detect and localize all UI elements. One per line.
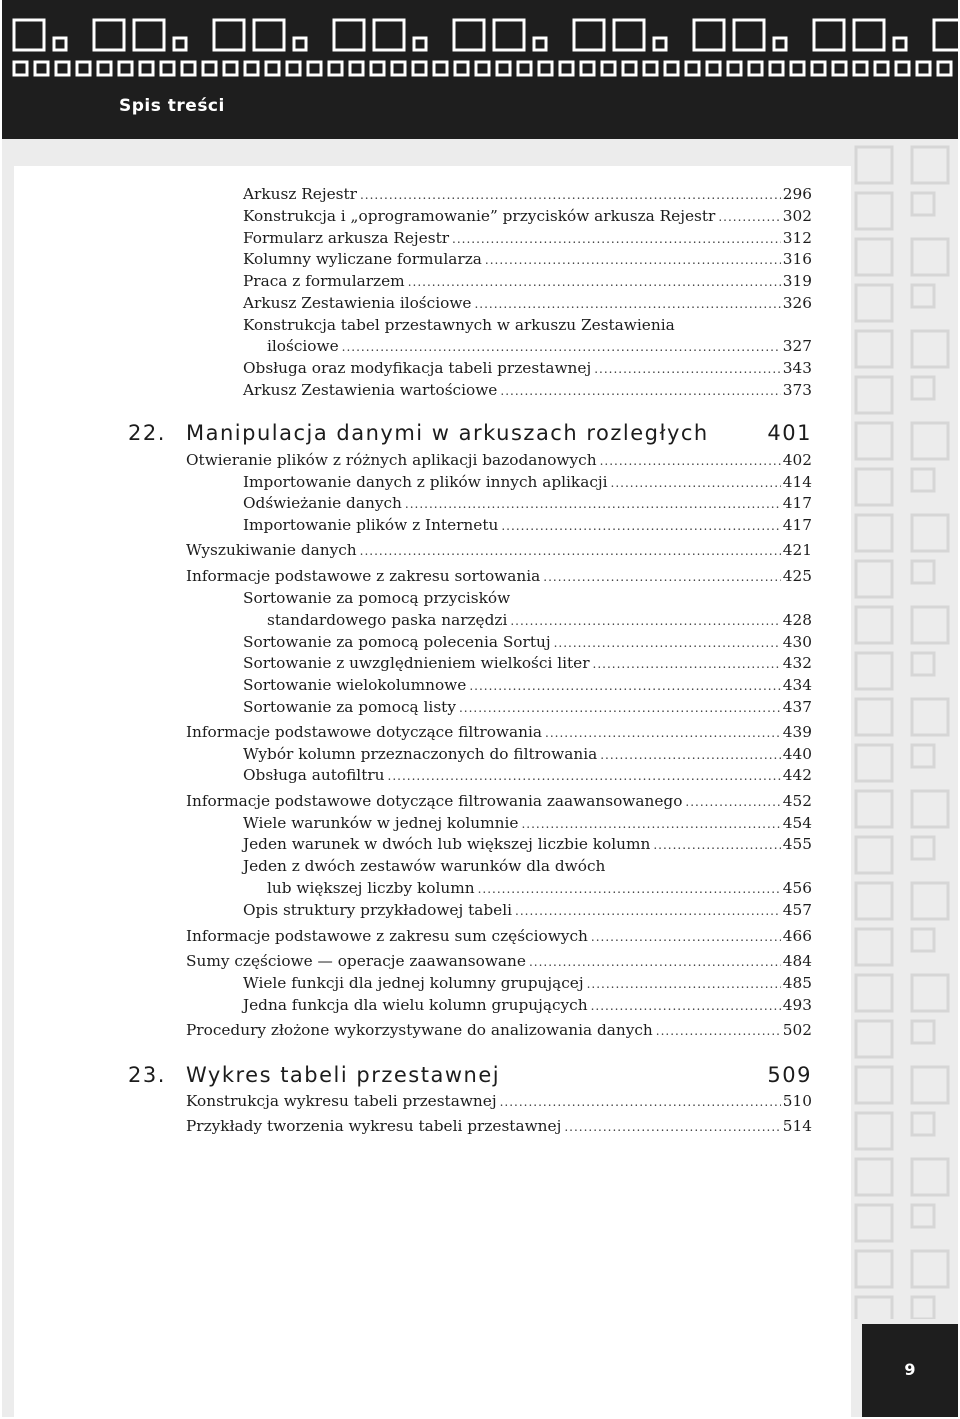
toc-dot-leader (342, 337, 781, 357)
decorative-square (728, 62, 741, 75)
toc-dot-leader (543, 567, 781, 587)
toc-entry[interactable] (243, 765, 812, 786)
decorative-square (614, 20, 644, 50)
toc-entry[interactable] (243, 249, 812, 270)
decorative-square (856, 239, 892, 275)
decorative-square (856, 515, 892, 551)
decorative-square (560, 62, 573, 75)
decorative-square (224, 62, 237, 75)
toc-entry-page: 417 (782, 494, 812, 512)
decorative-square (98, 62, 111, 75)
toc-entry-title: standardowego paska narzędzi (267, 611, 508, 629)
decorative-square (455, 62, 468, 75)
toc-entry[interactable] (186, 791, 812, 812)
toc-dot-leader (360, 185, 781, 205)
chapter-number: 22. (128, 421, 166, 445)
toc-entry-page: 440 (782, 745, 812, 763)
toc-entry[interactable] (243, 271, 812, 292)
toc-entry-title: Sortowanie za pomocą przycisków (243, 589, 511, 607)
decorative-square (912, 561, 934, 583)
chapter-title: Wykres tabeli przestawnej (186, 1063, 501, 1087)
decorative-square (856, 791, 892, 827)
toc-entry-page: 343 (782, 359, 812, 377)
chapter-number: 23. (128, 1063, 166, 1087)
toc-entry-page: 425 (782, 567, 812, 585)
toc-entry-page: 456 (782, 879, 812, 897)
toc-entry-title: Jeden z dwóch zestawów warunków dla dwóch (243, 857, 606, 875)
toc-entry[interactable] (243, 973, 812, 994)
decorative-square (413, 62, 426, 75)
decorative-square (912, 285, 934, 307)
toc-entry[interactable] (186, 722, 812, 743)
toc-entry[interactable] (243, 206, 812, 227)
toc-entry[interactable] (186, 566, 812, 587)
toc-entry[interactable] (243, 472, 812, 493)
decorative-square (334, 20, 364, 50)
toc-entry-page: 421 (782, 541, 812, 559)
toc-entry[interactable] (267, 610, 812, 631)
toc-entry-page: 510 (782, 1092, 812, 1110)
decorative-square (856, 699, 892, 735)
decorative-square (35, 62, 48, 75)
decorative-square (476, 62, 489, 75)
toc-dot-leader (388, 766, 781, 786)
chapter-heading[interactable] (128, 421, 812, 445)
toc-entry-title: Konstrukcja tabel przestawnych w arkuszu Zestawienia (243, 316, 675, 334)
toc-entry[interactable] (186, 926, 812, 947)
decorative-square (856, 1021, 892, 1057)
toc-entry[interactable] (186, 951, 812, 972)
toc-entry-page: 402 (782, 451, 812, 469)
decorative-square (856, 331, 892, 367)
decorative-square (856, 469, 892, 505)
toc-dot-leader (360, 541, 781, 561)
decorative-square (912, 147, 948, 183)
decorative-square (654, 38, 666, 50)
decorative-square (856, 1113, 892, 1149)
decorative-square (856, 1251, 892, 1287)
toc-entry-title: Informacje podstawowe dotyczące filtrowania zaawansowanego (186, 792, 683, 810)
decorative-square (497, 62, 510, 75)
toc-entry-page: 319 (782, 272, 812, 290)
toc-dot-leader (564, 1117, 780, 1137)
toc-entry-title: Formularz arkusza Rejestr (243, 229, 450, 247)
decorative-square (912, 331, 948, 367)
toc-entry[interactable] (243, 588, 812, 608)
decorative-square (161, 62, 174, 75)
decorative-square (454, 20, 484, 50)
toc-dot-leader (718, 207, 780, 227)
toc-entry-title: Odświeżanie danych (243, 494, 402, 512)
toc-dot-leader (591, 927, 781, 947)
toc-entry-title: Importowanie danych z plików innych aplikacji (243, 473, 608, 491)
decorative-square (912, 377, 934, 399)
toc-entry-title: ilościowe (267, 337, 339, 355)
toc-entry[interactable] (243, 228, 812, 249)
decorative-square (494, 20, 524, 50)
toc-entry-title: Praca z formularzem (243, 272, 405, 290)
decorative-square (214, 20, 244, 50)
decorative-square (934, 20, 958, 50)
toc-entry-page: 414 (782, 473, 812, 491)
toc-entry-title: Konstrukcja wykresu tabeli przestawnej (186, 1092, 497, 1110)
toc-entry[interactable] (243, 834, 812, 855)
decorative-square (707, 62, 720, 75)
toc-dot-leader (474, 294, 780, 314)
decorative-square (518, 62, 531, 75)
toc-entry-title: Wyszukiwanie danych (186, 541, 357, 559)
toc-entry-page: 485 (782, 974, 812, 992)
decorative-square (912, 515, 948, 551)
toc-dot-leader (593, 654, 781, 674)
decorative-square (856, 975, 892, 1011)
decorative-square (856, 929, 892, 965)
toc-entry-title: Informacje podstawowe dotyczące filtrowania (186, 723, 543, 741)
page-number: 9 (904, 1360, 916, 1379)
toc-entry[interactable] (243, 653, 812, 674)
toc-entry-title: Otwieranie plików z różnych aplikacji bazodanowych (186, 451, 597, 469)
decorative-square (203, 62, 216, 75)
toc-entry[interactable] (267, 878, 812, 899)
decorative-square (774, 38, 786, 50)
decorative-square (54, 38, 66, 50)
decorative-square (734, 20, 764, 50)
toc-entry-title: Kolumny wyliczane formularza (243, 250, 482, 268)
decorative-square (812, 62, 825, 75)
toc-entry-title: Konstrukcja i „oprogramowanie” przycisków arkusza Rejestr (243, 207, 716, 225)
decorative-square (912, 1205, 934, 1227)
decorative-square (856, 1067, 892, 1103)
decorative-square (534, 38, 546, 50)
decorative-square (912, 239, 948, 275)
toc-entry-title: Procedury złożone wykorzystywane do analizowania danych (186, 1021, 653, 1039)
decorative-square (374, 20, 404, 50)
decorative-square (856, 883, 892, 919)
decorative-square (287, 62, 300, 75)
toc-entry-page: 454 (782, 814, 812, 832)
toc-dot-leader (500, 1092, 781, 1112)
decorative-square (94, 20, 124, 50)
toc-entry-page: 466 (782, 927, 812, 945)
toc-entry-page: 514 (782, 1117, 812, 1135)
decorative-square (856, 1159, 892, 1195)
toc-dot-leader (452, 229, 781, 249)
toc-entry-title: Sortowanie z uwzględnieniem wielkości liter (243, 654, 590, 672)
toc-entry-title: Wiele funkcji dla jednej kolumny grupującej (243, 974, 584, 992)
decorative-square (912, 1067, 948, 1103)
toc-entry-title: Sortowanie wielokolumnowe (243, 676, 467, 694)
toc-entry-title: Sortowanie za pomocą polecenia Sortuj (243, 633, 551, 651)
toc-dot-leader (405, 494, 781, 514)
toc-dot-leader (459, 698, 781, 718)
decorative-square (329, 62, 342, 75)
decorative-square (894, 38, 906, 50)
toc-entry[interactable] (186, 1020, 812, 1041)
decorative-square (350, 62, 363, 75)
toc-dot-leader (600, 745, 781, 765)
toc-entry-title: Jedna funkcja dla wielu kolumn grupujących (243, 996, 588, 1014)
toc-entry-title: Arkusz Zestawienia wartościowe (243, 381, 498, 399)
toc-entry[interactable] (243, 697, 812, 718)
chapter-page: 401 (767, 421, 812, 445)
decorative-square (938, 62, 951, 75)
toc-dot-leader (611, 473, 781, 493)
decorative-square (56, 62, 69, 75)
toc-dot-leader (515, 901, 781, 921)
chapter-title: Manipulacja danymi w arkuszach rozległych (186, 421, 709, 445)
decorative-square (856, 193, 892, 229)
toc-entry[interactable] (243, 293, 812, 314)
toc-entry-title: Sortowanie za pomocą listy (243, 698, 456, 716)
toc-entry-page: 296 (782, 185, 812, 203)
decorative-square (14, 20, 44, 50)
toc-entry-page: 442 (782, 766, 812, 784)
decorative-square (791, 62, 804, 75)
decorative-square (896, 62, 909, 75)
toc-dot-leader (500, 381, 780, 401)
toc-entry-title: Opis struktury przykładowej tabeli (243, 901, 512, 919)
decorative-square (602, 62, 615, 75)
section-title: Spis treści (119, 96, 225, 116)
toc-dot-leader (469, 676, 780, 696)
toc-dot-leader (529, 952, 781, 972)
toc-entry-page: 327 (782, 337, 812, 355)
toc-dot-leader (600, 451, 781, 471)
toc-entry[interactable] (243, 900, 812, 921)
decorative-square (539, 62, 552, 75)
toc-entry-title: Sumy częściowe — operacje zaawansowane (186, 952, 526, 970)
toc-dot-leader (587, 974, 781, 994)
decorative-square (414, 38, 426, 50)
decorative-square (856, 147, 892, 183)
decorative-square (856, 561, 892, 597)
toc-entry[interactable] (243, 358, 812, 379)
decorative-square (434, 62, 447, 75)
toc-dot-leader (510, 611, 780, 631)
toc-entry[interactable] (243, 632, 812, 653)
toc-entry-title: Jeden warunek w dwóch lub większej liczbie kolumn (243, 835, 651, 853)
decorative-square (912, 837, 934, 859)
toc-entry-page: 417 (782, 516, 812, 534)
toc-dot-leader (521, 814, 780, 834)
decorative-square (371, 62, 384, 75)
toc-entry[interactable] (243, 675, 812, 696)
decorative-square (694, 20, 724, 50)
decorative-square (856, 607, 892, 643)
toc-entry-page: 439 (782, 723, 812, 741)
decorative-square (856, 1297, 892, 1319)
toc-entry-title: Arkusz Rejestr (243, 185, 357, 203)
toc-entry-title: Informacje podstawowe z zakresu sum częściowych (186, 927, 588, 945)
header-squares-decoration (2, 0, 958, 90)
toc-entry-page: 326 (782, 294, 812, 312)
decorative-square (770, 62, 783, 75)
toc-entry-title: Przykłady tworzenia wykresu tabeli przestawnej (186, 1117, 562, 1135)
toc-dot-leader (591, 996, 781, 1016)
decorative-square (912, 607, 948, 643)
toc-entry[interactable] (186, 1116, 812, 1137)
toc-entry-title: Importowanie plików z Internetu (243, 516, 499, 534)
decorative-square (856, 423, 892, 459)
decorative-square (623, 62, 636, 75)
decorative-square (912, 193, 934, 215)
toc-entry[interactable] (243, 813, 812, 834)
decorative-square (917, 62, 930, 75)
decorative-square (912, 1297, 934, 1319)
toc-entry-page: 432 (782, 654, 812, 672)
decorative-square (856, 1205, 892, 1241)
toc-entry-title: Wybór kolumn przeznaczonych do filtrowania (243, 745, 598, 763)
decorative-square (254, 20, 284, 50)
decorative-square (392, 62, 405, 75)
toc-entry[interactable] (267, 336, 812, 357)
toc-entry-title: Arkusz Zestawienia ilościowe (243, 294, 472, 312)
decorative-square (912, 1251, 948, 1287)
decorative-square (749, 62, 762, 75)
decorative-square (182, 62, 195, 75)
decorative-square (119, 62, 132, 75)
toc-entry[interactable] (243, 380, 812, 401)
decorative-square (912, 469, 934, 491)
toc-entry-page: 457 (782, 901, 812, 919)
toc-dot-leader (478, 879, 781, 899)
toc-dot-leader (408, 272, 781, 292)
decorative-square (174, 38, 186, 50)
decorative-square (814, 20, 844, 50)
toc-entry[interactable] (243, 184, 812, 205)
decorative-square (856, 837, 892, 873)
chapter-heading[interactable] (128, 1063, 812, 1087)
decorative-square (644, 62, 657, 75)
toc-dot-leader (545, 723, 781, 743)
toc-dot-leader (485, 250, 781, 270)
page-number-box (862, 1324, 958, 1417)
decorative-square (245, 62, 258, 75)
toc-entry-page: 502 (782, 1021, 812, 1039)
toc-dot-leader (594, 359, 781, 379)
decorative-square (856, 745, 892, 781)
toc-entry[interactable] (243, 856, 812, 876)
decorative-square (856, 653, 892, 689)
decorative-square (856, 377, 892, 413)
toc-entry[interactable] (243, 515, 812, 536)
decorative-square (686, 62, 699, 75)
toc-entry[interactable] (186, 540, 812, 561)
decorative-square (912, 929, 934, 951)
toc-entry[interactable] (243, 315, 812, 335)
decorative-square (912, 791, 948, 827)
toc-entry-title: Obsługa oraz modyfikacja tabeli przestawnej (243, 359, 592, 377)
toc-dot-leader (685, 792, 780, 812)
chapter-page: 509 (767, 1063, 812, 1087)
toc-dot-leader (656, 1021, 781, 1041)
toc-entry-page: 373 (782, 381, 812, 399)
toc-entry-page: 430 (782, 633, 812, 651)
decorative-square (294, 38, 306, 50)
decorative-square (140, 62, 153, 75)
toc-entry-title: Obsługa autofiltru (243, 766, 385, 784)
toc-dot-leader (501, 516, 780, 536)
decorative-square (665, 62, 678, 75)
toc-entry-page: 437 (782, 698, 812, 716)
decorative-square (77, 62, 90, 75)
toc-entry-page: 452 (782, 792, 812, 810)
decorative-square (581, 62, 594, 75)
toc-entry[interactable] (186, 1091, 812, 1112)
toc-entry-title: lub większej liczby kolumn (267, 879, 475, 897)
toc-dot-leader (653, 835, 780, 855)
decorative-square (833, 62, 846, 75)
toc-entry-page: 493 (782, 996, 812, 1014)
toc-entry-page: 312 (782, 229, 812, 247)
toc-entry[interactable] (186, 450, 812, 471)
decorative-square (912, 745, 934, 767)
decorative-square (912, 883, 948, 919)
toc-entry-title: Wiele warunków w jednej kolumnie (243, 814, 519, 832)
decorative-square (912, 699, 948, 735)
decorative-square (134, 20, 164, 50)
decorative-square (912, 423, 948, 459)
toc-entry-page: 428 (782, 611, 812, 629)
decorative-square (14, 62, 27, 75)
decorative-square (912, 1159, 948, 1195)
toc-entry-page: 302 (782, 207, 812, 225)
toc-entry[interactable] (243, 995, 812, 1016)
decorative-square (574, 20, 604, 50)
toc-entry-title: Informacje podstawowe z zakresu sortowania (186, 567, 541, 585)
decorative-square (912, 1021, 934, 1043)
toc-entry-page: 455 (782, 835, 812, 853)
toc-entry-page: 434 (782, 676, 812, 694)
decorative-square (912, 653, 934, 675)
toc-entry-page: 484 (782, 952, 812, 970)
toc-dot-leader (554, 633, 781, 653)
decorative-square (266, 62, 279, 75)
toc-entry-page: 316 (782, 250, 812, 268)
decorative-square (308, 62, 321, 75)
decorative-square (856, 285, 892, 321)
toc-entry[interactable] (243, 493, 812, 514)
decorative-square (854, 62, 867, 75)
decorative-square (912, 1113, 934, 1135)
decorative-square (854, 20, 884, 50)
page-header (2, 0, 958, 139)
decorative-square (912, 975, 948, 1011)
decorative-square (875, 62, 888, 75)
toc-entry[interactable] (243, 744, 812, 765)
